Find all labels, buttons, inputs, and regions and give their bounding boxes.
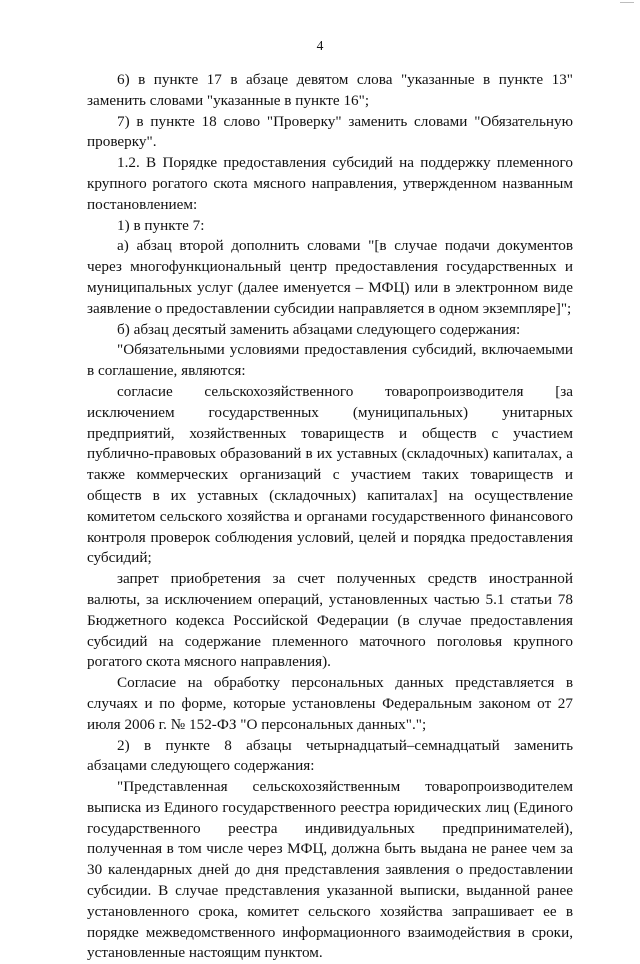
document-body bbox=[87, 70, 573, 964]
paragraph-sub-b: б) абзац десятый заменить абзацами следующего содержания: bbox=[117, 320, 521, 338]
paragraph-point-7: 1) в пункте 7: bbox=[117, 216, 205, 234]
paragraph-personal-data: Согласие на обработку персональных данных представляется в случаях и по форме, которые установлены Федеральным законом от 27 июля 2006 г. № 152-ФЗ "О персональных данных"."; bbox=[87, 674, 573, 733]
paragraph-item-6: 6) в пункте 17 в абзаце девятом слова "указанные в пункте 13" заменить словами "указанные в пункте 16"; bbox=[87, 71, 573, 109]
paragraph-sub-a: а) абзац второй дополнить словами "[в случае подачи документов через многофункциональный центр предоставления государственных и муниципальных услуг (далее именуется – МФЦ) или в электронном виде заявление о предоставлении субсидии направляется в одном экземпляре]"; bbox=[87, 237, 573, 317]
page-number: 4 bbox=[316, 38, 324, 53]
paragraph-currency-ban: запрет приобретения за счет полученных средств иностранной валюты, за исключением операций, установленных частью 5.1 статьи 78 Бюджетного кодекса Российской Федерации (в случае предоставления субсидий на содержание племенного маточного поголовья крупного рогатого скота мясного направления). bbox=[87, 570, 573, 671]
paragraph-point-8: 2) в пункте 8 абзацы четырнадцатый–семнадцатый заменить абзацами следующего содержания: bbox=[87, 736, 573, 775]
paragraph-consent: согласие сельскохозяйственного товаропроизводителя [за исключением государственных (муниципальных) унитарных предприятий, хозяйственных товариществ и обществ с участием публично-правовых образований в их уставных (складочных) капиталах, а также коммерческих организаций с участием таких товариществ и обществ в их уставных (складочных) капиталах] на осуществление комитетом сельского хозяйства и органами государственного финансового контроля проверок соблюдения условий, целей и порядка предоставления субсидий; bbox=[87, 382, 573, 567]
paragraph-conditions-intro: "Обязательными условиями предоставления субсидий, включаемыми в соглашение, являются: bbox=[87, 341, 573, 380]
paragraph-section-1-2: 1.2. В Порядке предоставления субсидий на поддержку племенного крупного рогатого скота мясного направления, утвержденном названным постановлением: bbox=[87, 154, 573, 213]
scan-mark bbox=[620, 2, 634, 7]
paragraph-item-7: 7) в пункте 18 слово "Проверку" заменить словами "Обязательную проверку". bbox=[87, 112, 573, 151]
paragraph-registry-extract: "Представленная сельскохозяйственным товаропроизводителем выписка из Единого государственного реестра юридических лиц (Единого государственного реестра индивидуальных предпринимателей), полученная в том числе через МФЦ, должна быть выдана не ранее чем за 30 календарных дней до дня представления заявления о предоставлении субсидии. В случае представления указанной выписки, выданной ранее установленного срока, комитет сельского хозяйства запрашивает ее в порядке межведомственного информационного взаимодействия в сроки, установленные настоящим пунктом. bbox=[87, 778, 573, 962]
